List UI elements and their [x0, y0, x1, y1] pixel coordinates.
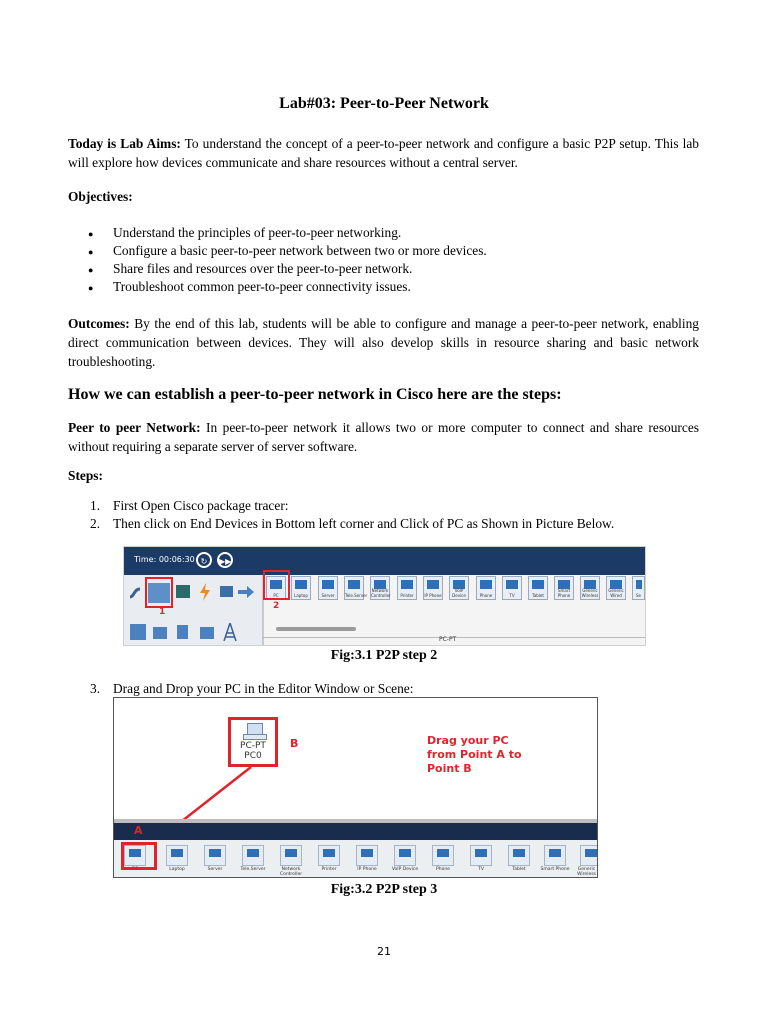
device-label: Printer [400, 593, 414, 598]
simulation-time-bar [124, 547, 645, 575]
figure-1-caption: Fig:3.1 P2P step 2 [330, 648, 438, 663]
aims-label: Today is Lab Aims: [68, 136, 181, 151]
workspace-bottom-bar [114, 823, 598, 840]
step-text: First Open Cisco package tracer: [113, 498, 289, 513]
device-laptop [291, 576, 311, 600]
marker-a: A [134, 824, 143, 837]
car-icon [200, 627, 214, 639]
toolbar-label: Tele.Server [240, 867, 266, 872]
toolbar-label: Printer [321, 867, 337, 872]
figure-2-caption: Fig:3.2 P2P step 3 [330, 882, 438, 897]
device-label: Tele.Server [345, 593, 368, 598]
device-server [318, 576, 338, 600]
device-tablet [528, 576, 548, 600]
section-heading: How we can establish a peer-to-peer network in Cisco here are the steps: [68, 386, 562, 403]
tower-icon [222, 623, 238, 641]
device-tv [502, 576, 522, 600]
device-category-panel [124, 575, 262, 645]
device-voip [449, 576, 469, 600]
toolbar-voip [394, 845, 416, 866]
device-label: Server [321, 593, 335, 598]
objective-item: ● Share files and resources over the peer-to-peer network. [68, 260, 487, 278]
step-number: 2. [90, 516, 101, 531]
pc-name-label: PC0 [244, 751, 262, 761]
components-icon [176, 585, 190, 598]
toolbar-label: IP Phone [357, 867, 377, 872]
toolbar-tablet [508, 845, 530, 866]
aims-text: To understand the concept of a peer-to-peer network and configure a basic P2P setup. This lab will explore how devices communicate and share resources without a central server. [68, 136, 699, 170]
toolbar-tele-server [242, 845, 264, 866]
instruction-line: Drag your PC [427, 734, 509, 747]
step-item [68, 680, 413, 698]
marker-1: 1 [159, 607, 166, 617]
device-label: Generic Wireless [581, 588, 599, 598]
device-label: Tablet [532, 593, 544, 598]
step-item [68, 515, 614, 533]
reset-time-icon: ↻ [196, 552, 212, 568]
figure-2-screenshot [113, 697, 598, 878]
toolbar-pc-highlight [121, 842, 157, 870]
toolbar-label: PC [132, 867, 138, 872]
objectives-list [68, 224, 487, 296]
house-icon [153, 627, 167, 639]
device-label: TV [509, 593, 515, 598]
step-text: Drag and Drop your PC in the Editor Window or Scene: [113, 681, 414, 696]
figure-1-screenshot [123, 546, 646, 646]
page-title: Lab#03: Peer-to-Peer Network [279, 95, 489, 112]
selected-device-label: PC-PT [439, 636, 457, 643]
page-number: 21 [377, 945, 391, 958]
device-label: Generic Wired [608, 588, 624, 598]
device-label: Laptop [294, 593, 308, 598]
toolbar-label: Phone [436, 867, 450, 872]
step-text: Then click on End Devices in Bottom left corner and Click of PC as Shown in Picture Below. [113, 516, 615, 531]
toolbar-server [204, 845, 226, 866]
device-label: PC [273, 593, 279, 598]
instruction-line: from Point A to [427, 748, 522, 761]
toolbar-label: Smart Phone [540, 867, 570, 872]
steps-list-continued [68, 680, 413, 698]
step-number: 3. [90, 681, 101, 696]
outcomes-paragraph [68, 314, 699, 371]
toolbar-network-controller [280, 845, 302, 866]
device-phone [476, 576, 496, 600]
toolbar-label: Network Controller [279, 867, 303, 877]
outcomes-label: Outcomes: [68, 316, 130, 331]
marker-2: 2 [273, 601, 280, 611]
aims-paragraph [68, 134, 699, 172]
toolbar-tv [470, 845, 492, 866]
p2p-text: In peer-to-peer network it allows two or more computer to connect and share resources without requiring a separate server of server software. [68, 420, 699, 454]
step-number: 1. [90, 498, 101, 513]
device-generic-wired [606, 576, 626, 600]
time-readout: Time: 00:06:30 [134, 555, 195, 564]
device-label: Phone [479, 593, 493, 598]
pc-subcategory-icon [130, 624, 146, 640]
instruction-line: Point B [427, 762, 472, 775]
pc-highlight [263, 570, 290, 600]
objective-item: ● Configure a basic peer-to-peer network between two or more devices. [68, 242, 487, 260]
smart-device-icon [177, 625, 188, 639]
device-label: Se [636, 593, 641, 598]
lightning-icon [198, 583, 212, 601]
device-label: VoIP Device [452, 588, 466, 598]
objectives-heading: Objectives: [68, 189, 133, 204]
step-item [68, 497, 614, 515]
p2p-paragraph [68, 418, 699, 456]
objective-item: ● Troubleshoot common peer-to-peer connectivity issues. [68, 278, 487, 296]
device-label: Smart Phone [557, 588, 571, 598]
steps-list [68, 497, 614, 533]
device-ip-phone [423, 576, 443, 600]
toolbar-label: Generic Wireless [577, 867, 596, 877]
toolbar-generic-wireless [580, 845, 598, 866]
device-list-scrollbar [276, 627, 356, 631]
toolbar-ip-phone [356, 845, 378, 866]
objective-item: ● Understand the principles of peer-to-peer networking. [68, 224, 487, 242]
device-network-controller [370, 576, 390, 600]
toolbar-laptop [166, 845, 188, 866]
toolbar-label: Server [207, 867, 223, 872]
outcomes-text: By the end of this lab, students will be able to configure and manage a peer-to-peer network, enabling direct communication between devices. They will also develop skills in resource sharing and basic network troubleshooting. [68, 316, 699, 369]
marker-b: B [290, 737, 299, 750]
device-tele-server [344, 576, 368, 600]
device-generic-wireless [580, 576, 600, 600]
toolbar-phone [432, 845, 454, 866]
pc-type-label: PC-PT [240, 741, 266, 751]
toolbar-printer [318, 845, 340, 866]
device-smart-phone [554, 576, 574, 600]
device-se [632, 576, 645, 600]
fast-forward-icon: ▶▶ [217, 552, 233, 568]
arrow-icon [238, 585, 254, 599]
device-printer [397, 576, 417, 600]
end-devices-highlight [145, 577, 173, 608]
device-label: Network Controller [371, 588, 391, 598]
p2p-label: Peer to peer Network: [68, 420, 201, 435]
folder-icon [220, 586, 233, 597]
device-label: IP Phone [424, 593, 442, 598]
toolbar-smart-phone [544, 845, 566, 866]
steps-heading: Steps: [68, 468, 103, 483]
toolbar-label: VoIP Device [391, 867, 419, 872]
toolbar-label: TV [478, 867, 484, 872]
toolbar-label: Tablet [512, 867, 526, 872]
connection-icon [128, 585, 144, 601]
toolbar-label: Laptop [169, 867, 185, 872]
